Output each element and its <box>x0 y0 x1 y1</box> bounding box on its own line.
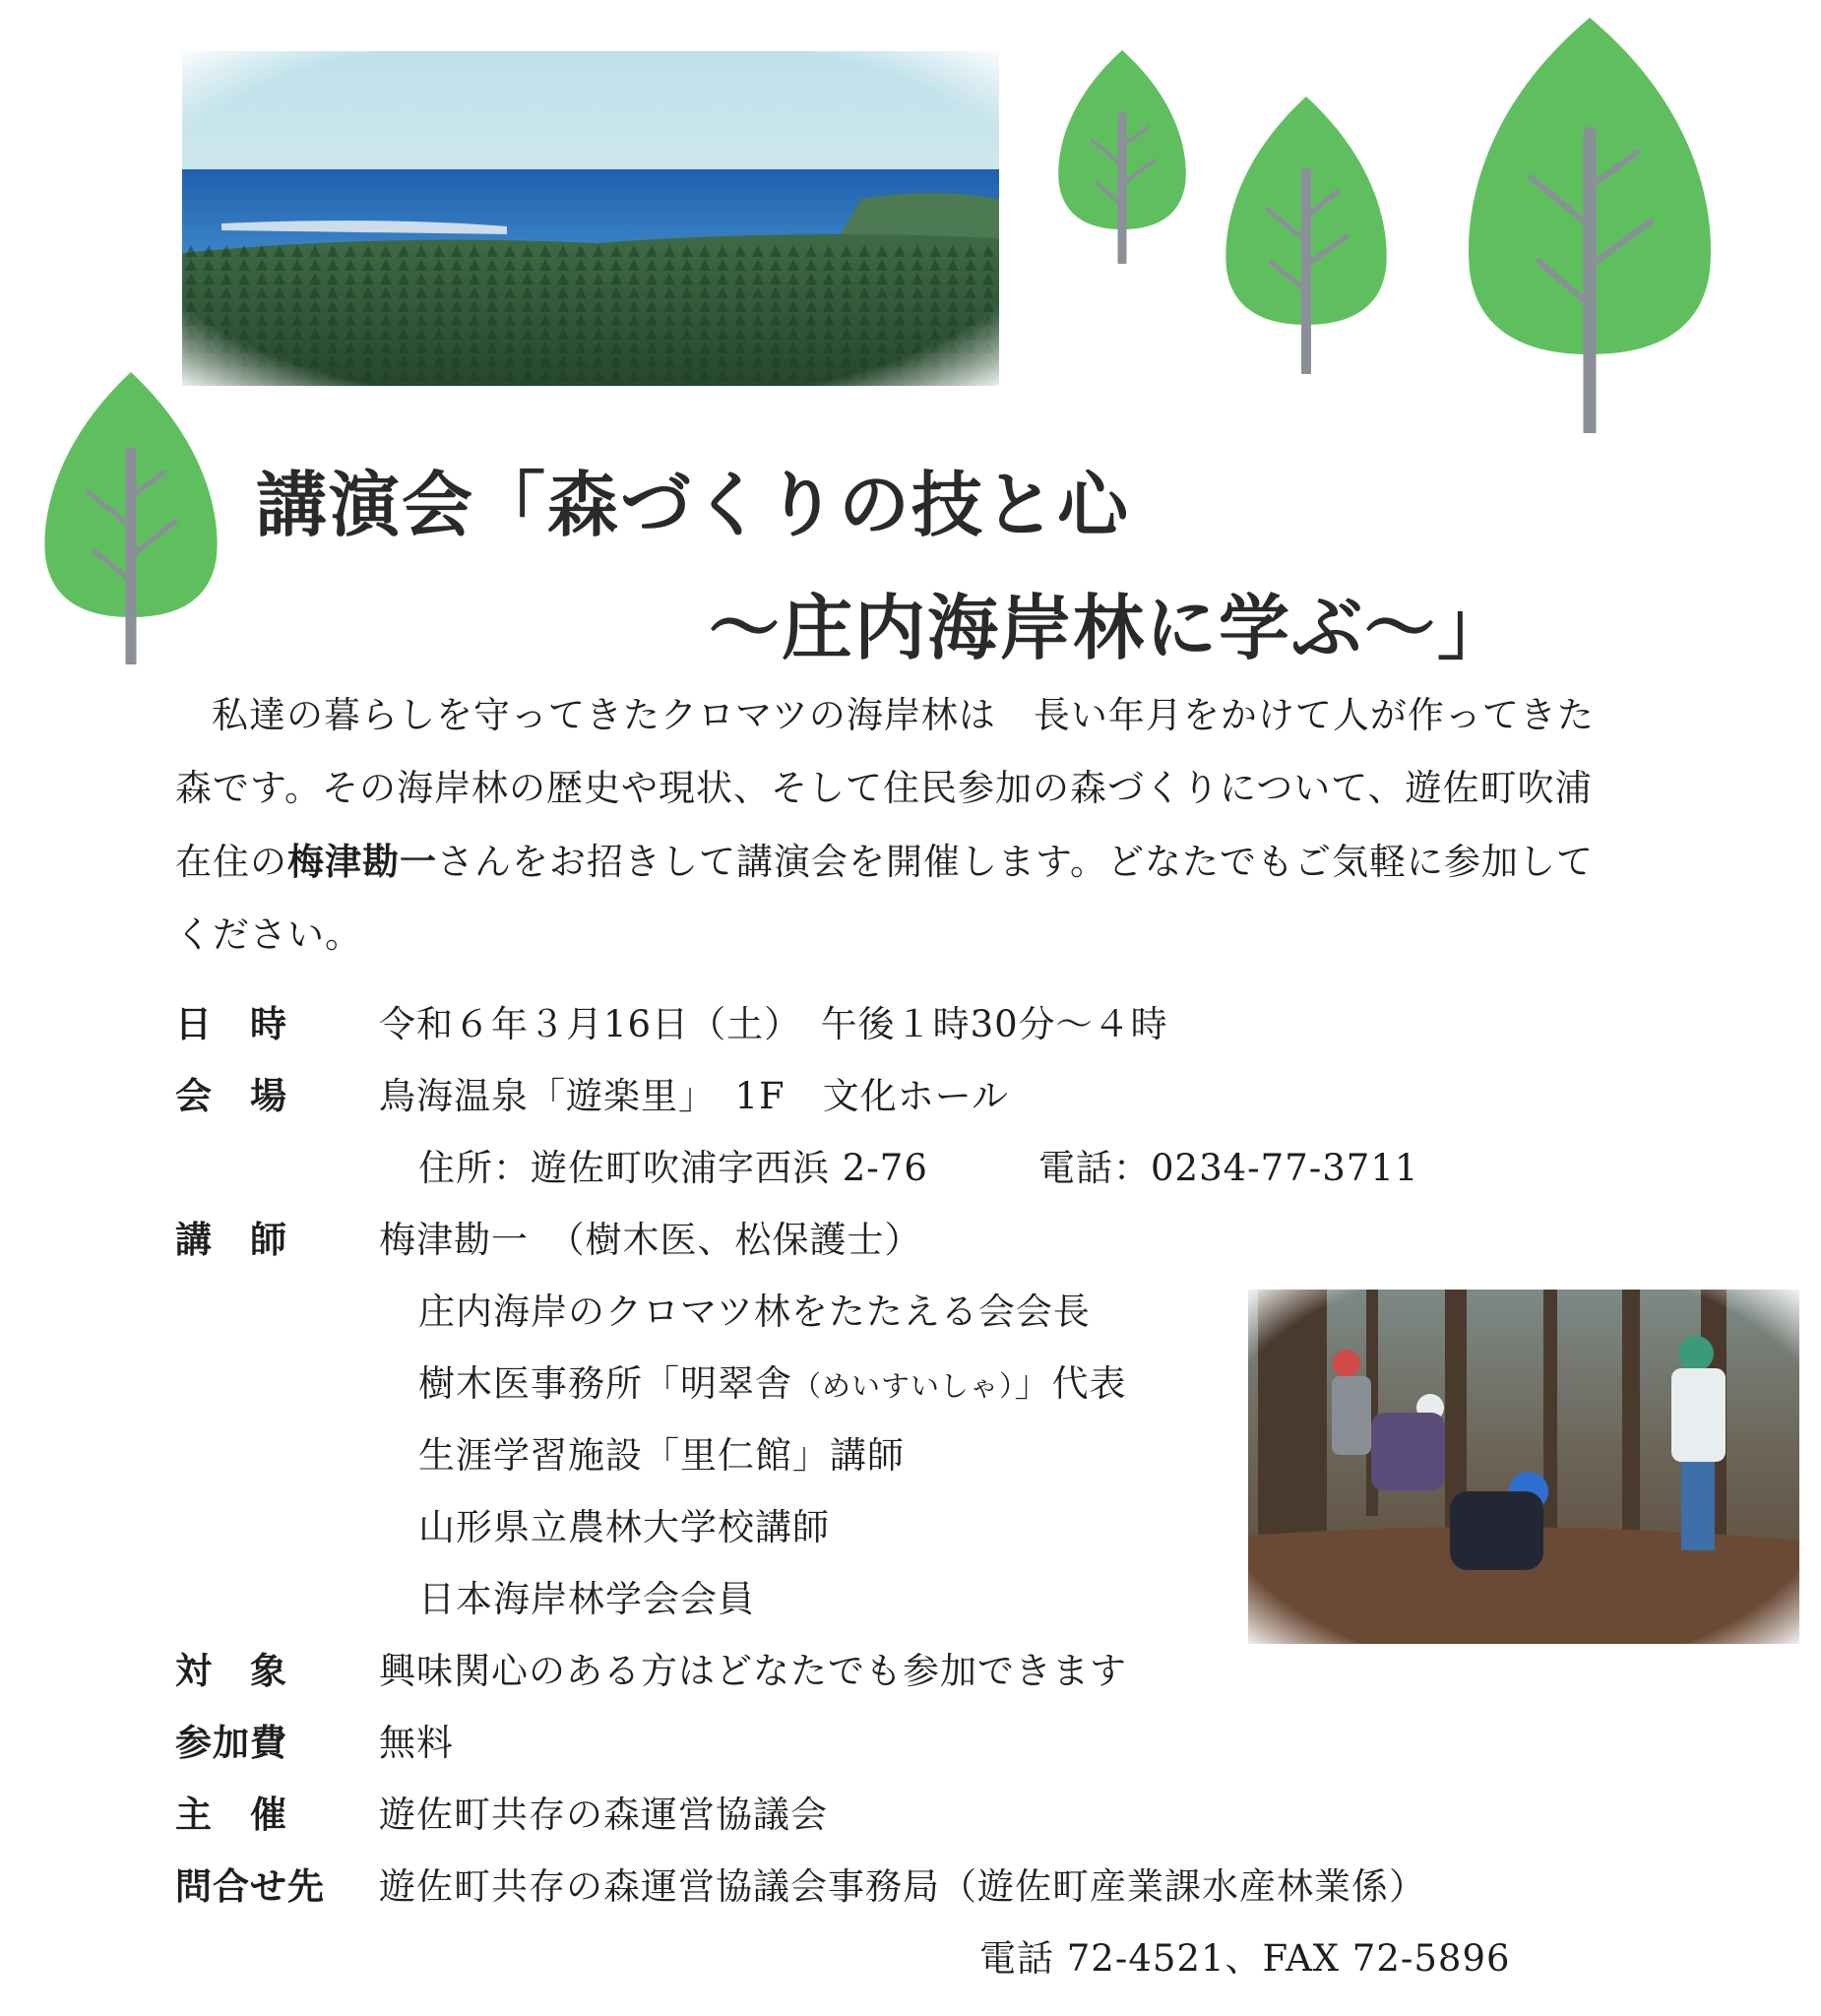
contact-phone-fax: 電話 72-4521、FAX 72-5896 <box>979 1937 1511 1980</box>
coastal-forest-photo <box>182 51 999 386</box>
lecturer-role: 庄内海岸のクロマツ林をたたえる会会長 <box>418 1291 1091 1333</box>
speaker-name: 梅津勘一 <box>287 840 437 883</box>
page-title: 講演会「森づくりの技と心 <box>256 464 1131 546</box>
datetime-value: 令和６年３月16日（土） 午後１時30分～４時 <box>379 1003 1168 1045</box>
lecturer-name: 梅津勘一 （樹木医、松保護士） <box>379 1219 922 1261</box>
lecturer-role: 日本海岸林学会会員 <box>418 1578 755 1620</box>
venue-address: 住所：遊佐町吹浦字西浜 2-76 <box>418 1147 928 1189</box>
host-label: 主 催 <box>175 1794 287 1836</box>
tree-icon <box>1462 15 1718 433</box>
target-value: 興味関心のある方はどなたでも参加できます <box>379 1650 1127 1692</box>
tree-icon <box>37 369 224 664</box>
office-name: 樹木医事務所「明翠舎 <box>418 1362 792 1405</box>
forest-volunteers-photo <box>1248 1290 1799 1644</box>
datetime-label: 日 時 <box>175 1003 287 1045</box>
intro-paragraph <box>175 679 1622 972</box>
page-subtitle: ～庄内海岸林に学ぶ～」 <box>709 587 1511 669</box>
lecturer-role: 山形県立農林大学校講師 <box>418 1506 830 1548</box>
office-reading: （めいすいしゃ） <box>792 1369 1015 1403</box>
tree-icon <box>1221 94 1393 374</box>
intro-text-after: さんをお招きして講演会を開催します。どなたでもご気軽に参加してください。 <box>175 841 1595 956</box>
venue-phone: 電話：0234-77-3711 <box>1038 1147 1419 1189</box>
fee-label: 参加費 <box>175 1722 287 1764</box>
contact-value: 遊佐町共存の森運営協議会事務局（遊佐町産業課水産林業係） <box>379 1865 1426 1908</box>
intro-text-before: 私達の暮らしを守ってきたクロマツの海岸林は 長い年月をかけて人が作ってきた森です。その海岸林の歴史や現状、そして住民参加の森づくりについて、遊佐町吹浦在住の <box>175 694 1595 883</box>
office-suffix: 」代表 <box>1014 1362 1127 1405</box>
target-label: 対 象 <box>175 1650 287 1692</box>
host-value: 遊佐町共存の森運営協議会 <box>379 1794 828 1836</box>
venue-value: 鳥海温泉「遊楽里」 1F 文化ホール <box>379 1075 1009 1117</box>
lecturer-office <box>418 1354 1127 1407</box>
fee-value: 無料 <box>379 1722 454 1764</box>
contact-label: 問合せ先 <box>175 1865 325 1908</box>
venue-label: 会 場 <box>175 1075 287 1117</box>
lecturer-label: 講 師 <box>175 1219 287 1261</box>
lecturer-role: 生涯学習施設「里仁館」講師 <box>418 1434 905 1477</box>
tree-icon <box>1053 47 1191 264</box>
